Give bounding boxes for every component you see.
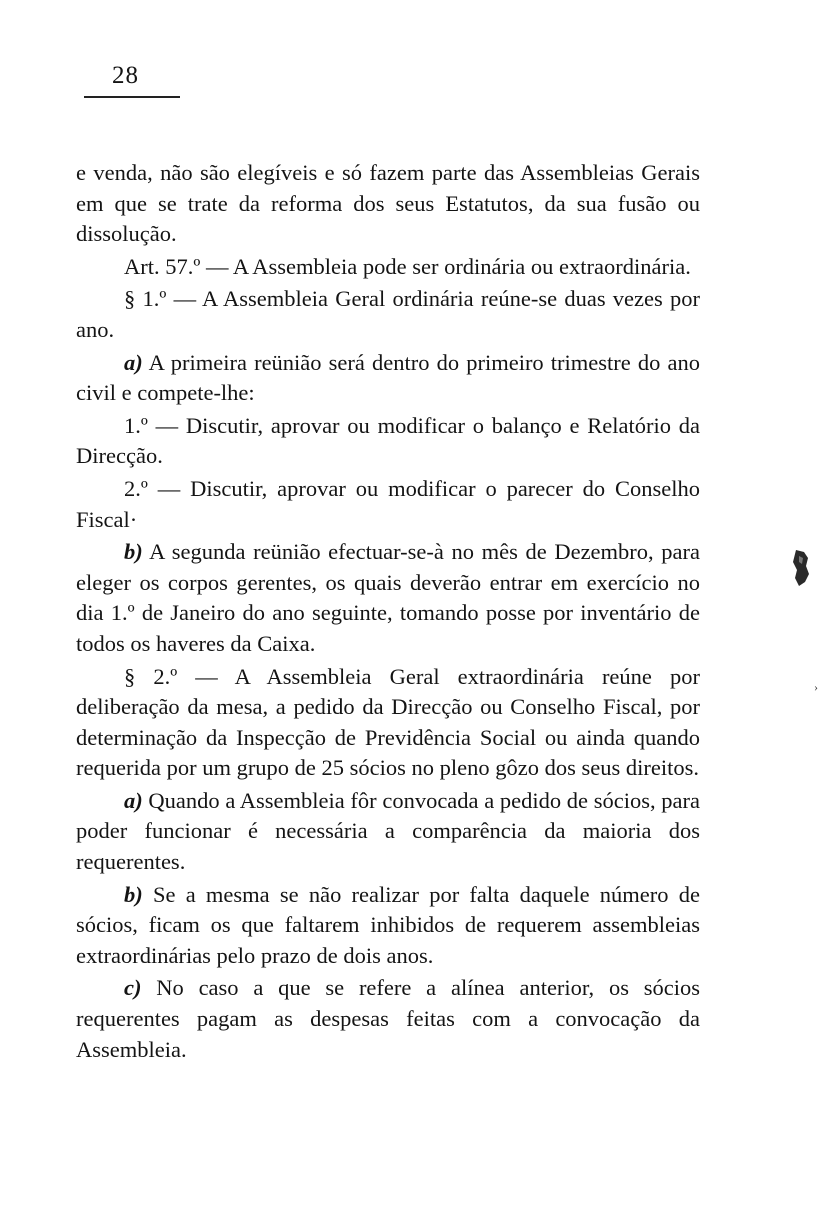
item-label: b): [124, 539, 143, 565]
paragraph-point-2: 2.º — Discutir, aprovar ou modificar o parecer do Conselho Fiscal·: [76, 475, 700, 532]
paragraph-item-a-first: a) A primeira reünião será dentro do primeiro trimestre do ano civil e compete-lhe:: [76, 349, 700, 406]
item-label: a): [124, 349, 143, 375]
page-number: 28: [112, 62, 139, 89]
paragraph-point-1: 1.º — Discutir, aprovar ou modificar o balanço e Relatório da Direcção.: [76, 412, 700, 469]
page-number-rule: [84, 96, 180, 98]
paragraph-article-57: Art. 57.º — A Assembleia pode ser ordinária ou extraordinária.: [124, 253, 691, 279]
paragraph-item-b-first: b) A segunda reünião efectuar-se-à no mês de Dezembro, para eleger os corpos gerentes, os quais deverão entrar em exercício no dia 1.º de Janeiro do ano seguinte, tomando posse por inventário de todos os haveres da Caixa.: [76, 539, 700, 656]
margin-speck: ›: [814, 680, 818, 694]
paragraph-item-b-second: b) Se a mesma se não realizar por falta daquele número de sócios, ficam os que faltarem inhibidos de requerem assembleias extraordinárias pelo prazo de dois anos.: [76, 881, 700, 968]
paragraph-item-c: c) No caso a que se refere a alínea anterior, os sócios requerentes pagam as despesas feitas com a convocação da Assembleia.: [76, 975, 700, 1062]
paragraph-item-a-second: a) Quando a Assembleia fôr convocada a pedido de sócios, para poder funcionar é necessária a comparência da maioria dos requerentes.: [76, 787, 700, 875]
paragraph-continuation: e venda, não são elegíveis e só fazem parte das Assembleias Gerais em que se trate da reforma dos seus Estatutos, da sua fusão ou dissolução.: [76, 160, 700, 247]
item-label: b): [124, 881, 143, 907]
binding-hole-mark: [790, 548, 812, 588]
paragraph-section-1: § 1.º — A Assembleia Geral ordinária reúne-se duas vezes por ano.: [76, 286, 700, 342]
item-label: a): [124, 787, 143, 813]
body-text: [76, 158, 700, 1065]
item-label: c): [124, 975, 142, 1001]
paragraph-section-2: § 2.º — A Assembleia Geral extraordinária reúne por deliberação da mesa, a pedido da Direcção ou Conselho Fiscal, por determinação da Inspecção de Previdência Social ou ainda quando requerida por um grupo de 25 sócios no pleno gôzo dos seus direitos.: [76, 663, 700, 781]
